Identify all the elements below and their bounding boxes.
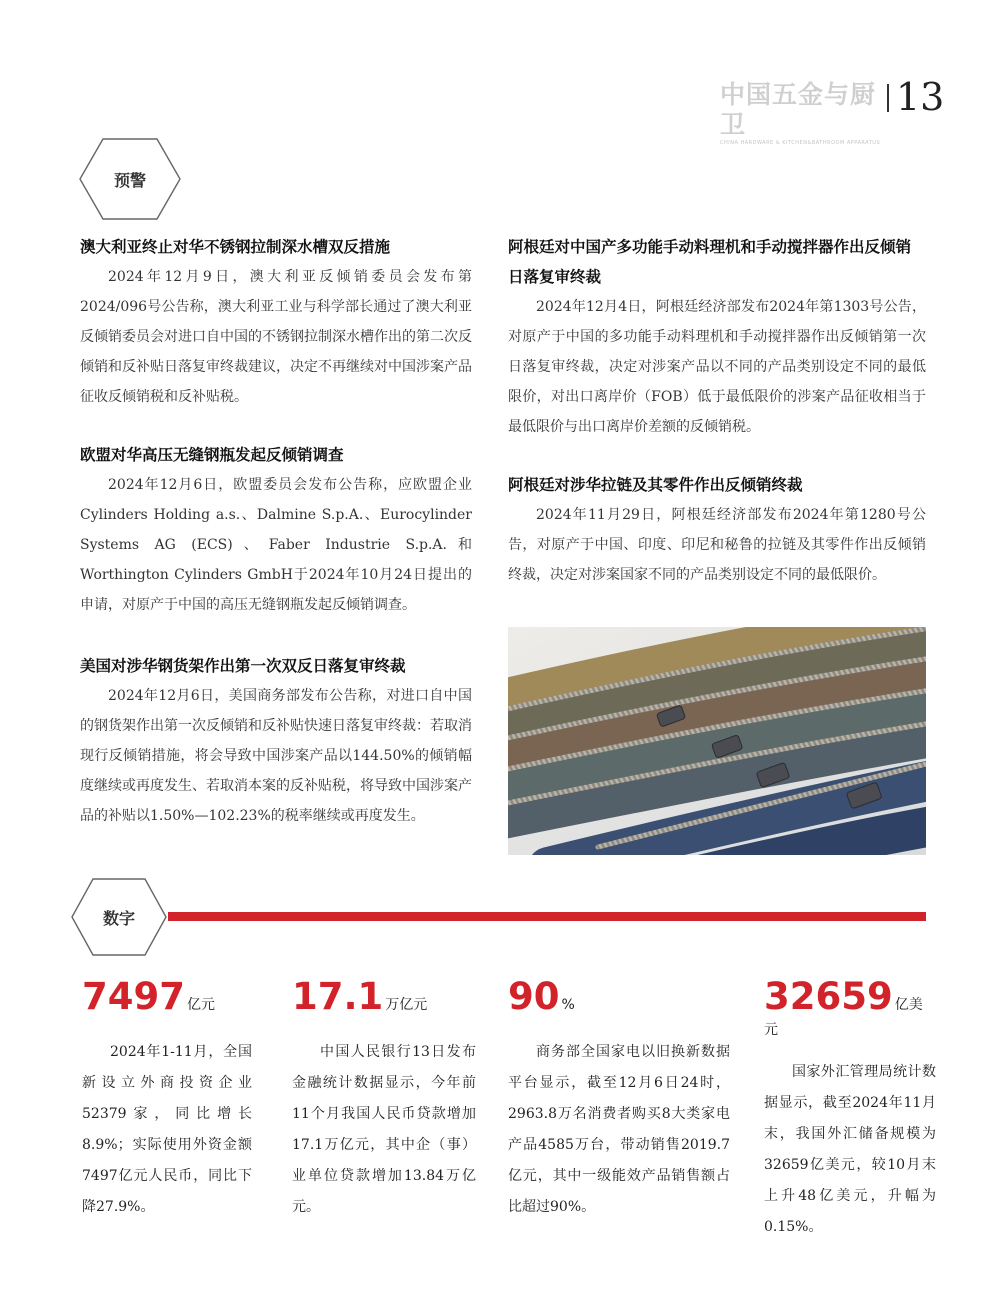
zipper-photo	[508, 627, 926, 855]
stat-card-forex	[764, 975, 936, 1243]
section-label-warning: 预警	[113, 170, 146, 190]
article-body: 2024年12月6日，欧盟委员会发布公告称，应欧盟企业Cylinders Holding a.s.、Dalmine S.p.A.、Eurocylinder Systems AG (ECS)、Faber Industrie S.p.A.和Worthington Cylinders GmbH于2024年10月24日提出的申请，对原产于中国的高压无缝钢瓶发起反倾销调查。	[80, 477, 472, 613]
section-label-numbers: 数字	[102, 908, 135, 928]
stat-description: 商务部全国家电以旧换新数据平台显示，截至12月6日24时，2963.8万名消费者购买8大类家电产品4585万台，带动销售2019.7亿元，其中一级能效产品销售额占比超过90%。	[508, 1044, 730, 1215]
stat-unit: 万亿元	[385, 997, 428, 1013]
article-body: 2024年11月29日，阿根廷经济部发布2024年第1280号公告，对原产于中国、印度、印尼和秘鲁的拉链及其零件作出反倾销终裁，决定对涉案国家不同的产品类别设定不同的最低限价。	[508, 507, 926, 583]
article-usa	[80, 651, 472, 831]
stat-unit: %	[561, 997, 575, 1013]
article-eu	[80, 440, 472, 620]
page-number: 13	[896, 75, 945, 119]
logo-subtitle: CHINA HARDWARE & KITCHEN&BATHROOM APPARATUS	[720, 140, 881, 146]
stat-description: 中国人民银行13日发布金融统计数据显示，今年前11个月我国人民币贷款增加17.1万亿元，其中企（事）业单位贷款增加13.84万亿元。	[292, 1044, 476, 1215]
logo-text: 中国五金与厨卫	[720, 80, 877, 139]
article-argentina-zipper	[508, 470, 926, 590]
section-badge-warning	[78, 138, 182, 220]
magazine-logo	[720, 80, 890, 146]
stat-card-loans	[292, 975, 476, 1223]
article-title: 阿根廷对涉华拉链及其零件作出反倾销终裁	[508, 476, 803, 494]
article-argentina-mixer	[508, 232, 926, 442]
article-body: 2024年12月4日，阿根廷经济部发布2024年第1303号公告，对原产于中国的多功能手动料理机和手动搅拌器作出反倾销第一次日落复审终裁，决定对涉案产品以不同的产品类别设定不同的最低限价，对出口离岸价（FOB）低于最低限价的涉案产品征收相当于最低限价与出口离岸价差额的反倾销税。	[508, 299, 926, 435]
stat-card-fdi	[82, 975, 252, 1223]
section-badge-numbers	[70, 878, 168, 956]
article-title: 阿根廷对中国产多功能手动料理机和手动搅拌器作出反倾销日落复审终裁	[508, 238, 912, 286]
zipper-image	[508, 627, 926, 855]
article-body: 2024年12月6日，美国商务部发布公告称，对进口自中国的钢货架作出第一次反倾销和反补贴快速日落复审终裁：若取消现行反倾销措施，将会导致中国涉案产品以144.50%的倾销幅度继续或再度发生、若取消本案的反补贴税，将导致中国涉案产品的补贴以1.50%—102.23%的税率继续或再度发生。	[80, 688, 472, 824]
stat-number: 90	[508, 975, 560, 1018]
stat-unit: 亿元	[186, 997, 215, 1013]
stat-number: 17.1	[292, 975, 384, 1018]
section-divider-red	[168, 912, 926, 921]
article-title: 欧盟对华高压无缝钢瓶发起反倾销调查	[80, 446, 344, 464]
article-australia	[80, 232, 472, 412]
article-title: 澳大利亚终止对华不锈钢拉制深水槽双反措施	[80, 238, 391, 256]
stat-card-appliances	[508, 975, 730, 1223]
stat-number: 7497	[82, 975, 185, 1018]
article-body: 2024年12月9日，澳大利亚反倾销委员会发布第2024/096号公告称，澳大利亚工业与科学部长通过了澳大利亚反倾销委员会对进口自中国的不锈钢拉制深水槽作出的第二次反倾销和反补贴日落复审终裁建议，决定不再继续对中国涉案产品征收反倾销税和反补贴税。	[80, 269, 472, 405]
stat-unit: 亿美元	[764, 997, 923, 1038]
article-title: 美国对涉华钢货架作出第一次双反日落复审终裁	[80, 657, 406, 675]
stat-number: 32659	[764, 975, 893, 1018]
stat-description: 国家外汇管理局统计数据显示，截至2024年11月末，我国外汇储备规模为32659亿美元，较10月末上升48亿美元，升幅为0.15%。	[764, 1064, 936, 1235]
header-divider	[887, 84, 889, 112]
stat-description: 2024年1-11月，全国新设立外商投资企业52379家，同比增长8.9%；实际使用外资金额7497亿元人民币，同比下降27.9%。	[82, 1044, 252, 1215]
